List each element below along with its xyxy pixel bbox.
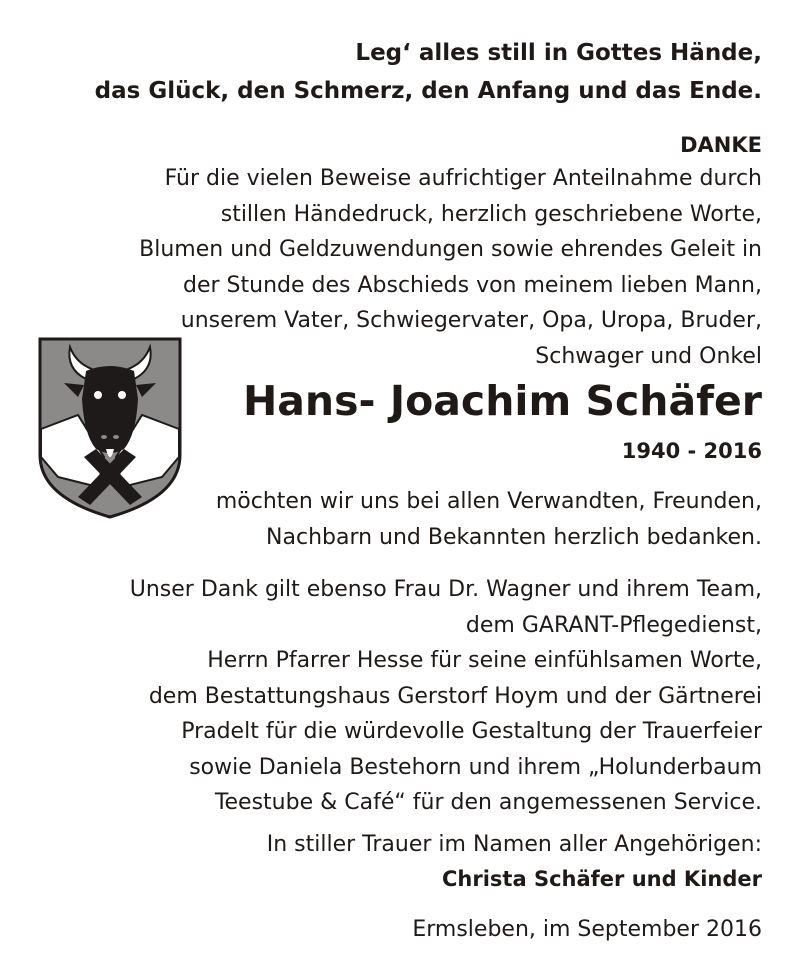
text-line: Teestube & Café“ für den angemessenen Service. [214,790,762,815]
thanks-paragraph [130,572,762,821]
text-line: dem GARANT-Pflegedienst, [465,612,762,638]
text-line: der Stunde des Abschieds von meinem lieben Mann, [183,272,762,298]
text-line: Herrn Pfarrer Hesse für seine einfühlsamen Worte, [207,648,762,673]
text-line: sowie Daniela Bestehorn und ihrem „Holunderbaum [189,754,762,780]
thanks-paragraph [139,161,762,374]
mourning-line: In stiller Trauer im Namen aller Angehörigen: [266,832,762,857]
signer: Christa Schäfer und Kinder [442,867,762,891]
text-line: Pradelt für die würdevolle Gestaltung der Trauerfeier [181,719,762,744]
thanks-paragraph [216,484,762,555]
text-line: Nachbarn und Bekannten herzlich bedanken. [266,524,762,550]
coat-of-arms-bull-icon [38,337,182,519]
text-line: möchten wir uns bei allen Verwandten, Freunden, [215,489,762,514]
text-line: Blumen und Geldzuwendungen sowie ehrendes Geleit in [139,237,762,262]
text-line: Schwager und Onkel [535,343,762,369]
life-years: 1940 - 2016 [621,439,762,463]
text-line: stillen Händedruck, herzlich geschriebene Worte, [220,201,762,227]
text-line: Unser Dank gilt ebenso Frau Dr. Wagner und ihrem Team, [129,577,762,602]
motto [95,34,762,110]
danke-heading: DANKE [680,133,762,157]
motto-line: das Glück, den Schmerz, den Anfang und das Ende. [94,78,762,104]
deceased-name: Hans- Joachim Schäfer [242,377,762,425]
text-line: unserem Vater, Schwiegervater, Opa, Uropa, Bruder, [180,308,762,333]
text-line: Für die vielen Beweise aufrichtiger Anteilnahme durch [164,166,762,191]
motto-line: Leg‘ alles still in Gottes Hände, [355,40,762,66]
text-line: dem Bestattungshaus Gerstorf Hoym und der Gärtnerei [148,683,762,709]
place-date: Ermsleben, im September 2016 [412,917,762,942]
